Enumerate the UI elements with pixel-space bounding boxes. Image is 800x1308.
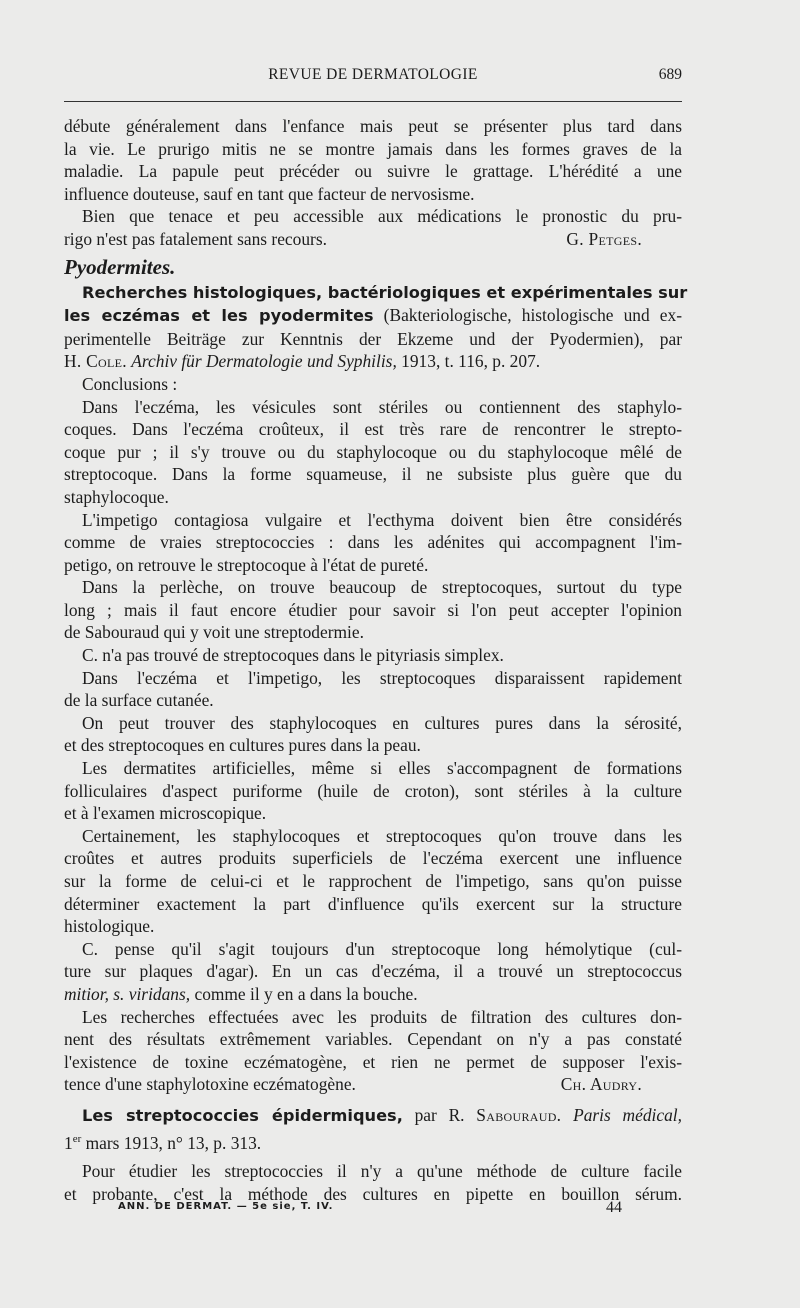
text-line: influence douteuse, sauf en tant que facteur de nervosisme. bbox=[64, 183, 475, 204]
article-title-text: Recherches histologiques, bactériologiques et expérimentales sur bbox=[82, 282, 688, 302]
sheet-number: 44 bbox=[606, 1199, 622, 1216]
text-line: de Sabouraud qui y voit une streptodermie. bbox=[64, 622, 364, 643]
text-line: perimentelle Beiträge zur Kenntnis der Ekzeme und der Pyodermien), par bbox=[64, 328, 682, 349]
text-line bbox=[64, 983, 682, 1006]
citation-author: H. Cole. bbox=[64, 351, 127, 372]
printer-signature: ANN. DE DERMAT. — 5e sie, T. IV. bbox=[118, 1201, 334, 1212]
text-line: Les recherches effectuées avec les produits de filtration des cultures don- bbox=[82, 1006, 682, 1027]
text-span: comme il y en a dans la bouche. bbox=[194, 983, 418, 1004]
citation-line bbox=[64, 350, 682, 373]
text-line bbox=[64, 304, 682, 328]
text-line: la vie. Le prurigo mitis ne se montre jamais dans les formes graves de la bbox=[64, 138, 682, 159]
text-line: histologique. bbox=[64, 916, 155, 937]
text-line: Dans la perlèche, on trouve beaucoup de streptocoques, surtout du type bbox=[82, 577, 682, 598]
section-title: Pyodermites. bbox=[64, 254, 176, 279]
page-body bbox=[64, 115, 688, 1205]
article-title-text: Les streptococcies épidermiques, bbox=[82, 1105, 403, 1125]
text-line: folliculaires d'aspect puriforme (huile de croton), sont stériles à la culture bbox=[64, 780, 682, 801]
citation-author: Sabouraud. bbox=[476, 1104, 562, 1125]
author-signature: G. Petges. bbox=[566, 228, 642, 249]
text-line: On peut trouver des staphylocoques en cultures pures dans la sérosité, bbox=[82, 712, 682, 733]
text-line: coque pur ; il s'y trouve ou du staphylocoque ou du staphylocoque mêlé de bbox=[64, 441, 682, 462]
text-line: ture sur plaques d'agar). En un cas d'eczéma, il a trouvé un streptococcus bbox=[64, 961, 682, 982]
text-line: streptocoque. Dans la forme squameuse, il ne subsiste plus guère que du bbox=[64, 464, 682, 485]
text-line: Certainement, les staphylocoques et streptocoques qu'on trouve dans les bbox=[82, 825, 682, 846]
text-line: Dans l'eczéma, les vésicules sont stériles ou contiennent des staphylo- bbox=[82, 396, 682, 417]
date-suffix: er bbox=[72, 1132, 82, 1145]
text-span: tence d'une staphylotoxine eczématogène. bbox=[64, 1074, 356, 1095]
text-line bbox=[64, 228, 682, 251]
article-title-text: les eczémas et les pyodermites bbox=[64, 306, 374, 326]
text-line: C. pense qu'il s'agit toujours d'un streptocoque long hémolytique (cul- bbox=[82, 938, 682, 959]
citation-details: mars 1913, n° 13, p. 313. bbox=[81, 1132, 262, 1153]
text-line: Pour étudier les streptococcies il n'y a qu'une méthode de culture facile bbox=[82, 1160, 682, 1181]
citation-details: 1913, t. 116, p. 207. bbox=[401, 351, 541, 372]
text-line: croûtes et autres produits superficiels de l'eczéma exercent une influence bbox=[64, 848, 682, 869]
header-rule bbox=[64, 101, 682, 102]
page-number: 689 bbox=[658, 66, 682, 83]
article-title bbox=[64, 281, 688, 305]
article-title bbox=[64, 1104, 682, 1128]
text-line: sur la forme de celui-ci et le rapprochent de l'impetigo, sans qu'on puisse bbox=[64, 871, 682, 891]
text-line: déterminer exactement la part d'influence qu'ils exercent sur la structure bbox=[64, 893, 682, 914]
text-line: de la surface cutanée. bbox=[64, 690, 214, 711]
journal-title: REVUE DE DERMATOLOGIE bbox=[268, 66, 478, 83]
text-line bbox=[64, 1073, 682, 1096]
text-span: par R. bbox=[414, 1104, 465, 1125]
text-line: staphylocoque. bbox=[64, 486, 169, 507]
citation-journal: Paris médical, bbox=[573, 1104, 682, 1125]
text-line: C. n'a pas trouvé de streptocoques dans le pityriasis simplex. bbox=[82, 645, 504, 666]
text-line: débute généralement dans l'enfance mais peut se présenter plus tard dans bbox=[64, 116, 682, 136]
text-line: petigo, on retrouve le streptocoque à l'état de pureté. bbox=[64, 554, 429, 575]
text-line: Bien que tenace et peu accessible aux médications le pronostic du pru- bbox=[82, 206, 682, 227]
running-header bbox=[64, 66, 682, 88]
text-line: long ; mais il faut encore étudier pour savoir si l'on peut accepter l'opinion bbox=[64, 599, 682, 620]
text-line: nent des résultats extrêmement variables. Cependant on n'y a pas constaté bbox=[64, 1029, 682, 1050]
text-line: Dans l'eczéma et l'impetigo, les streptocoques disparaissent rapidement bbox=[82, 667, 682, 688]
author-signature: Ch. Audry. bbox=[560, 1074, 642, 1095]
text-line: L'impetigo contagiosa vulgaire et l'ecthyma doivent bien être considérés bbox=[82, 509, 682, 530]
citation-journal: Archiv für Dermatologie und Syphilis, bbox=[131, 351, 397, 372]
citation-line bbox=[64, 1128, 682, 1154]
text-span: rigo n'est pas fatalement sans recours. bbox=[64, 228, 327, 249]
conclusions-label: Conclusions : bbox=[82, 373, 178, 394]
text-line: et des streptocoques en cultures pures dans la peau. bbox=[64, 735, 421, 756]
text-span: (Bakteriologische, histologische und ex- bbox=[383, 305, 683, 326]
text-line: maladie. La papule peut précéder ou suivre le grattage. L'hérédité a une bbox=[64, 161, 682, 182]
text-line: coques. Dans l'eczéma croûteux, il est très rare de rencontrer le strepto- bbox=[64, 419, 682, 440]
text-line: et probante, c'est la méthode des cultures en pipette en bouillon sérum. bbox=[64, 1183, 682, 1204]
text-line: comme de vraies streptococcies : dans les adénites qui accompagnent l'im- bbox=[64, 532, 682, 553]
text-line: Les dermatites artificielles, même si elles s'accompagnent de formations bbox=[82, 758, 682, 779]
text-line: et à l'examen microscopique. bbox=[64, 803, 267, 824]
species-name: mitior, s. viridans, bbox=[64, 983, 191, 1004]
text-line: l'existence de toxine eczématogène, et rien ne permet de supposer l'exis- bbox=[64, 1051, 682, 1072]
date-day: 1 bbox=[64, 1132, 73, 1153]
